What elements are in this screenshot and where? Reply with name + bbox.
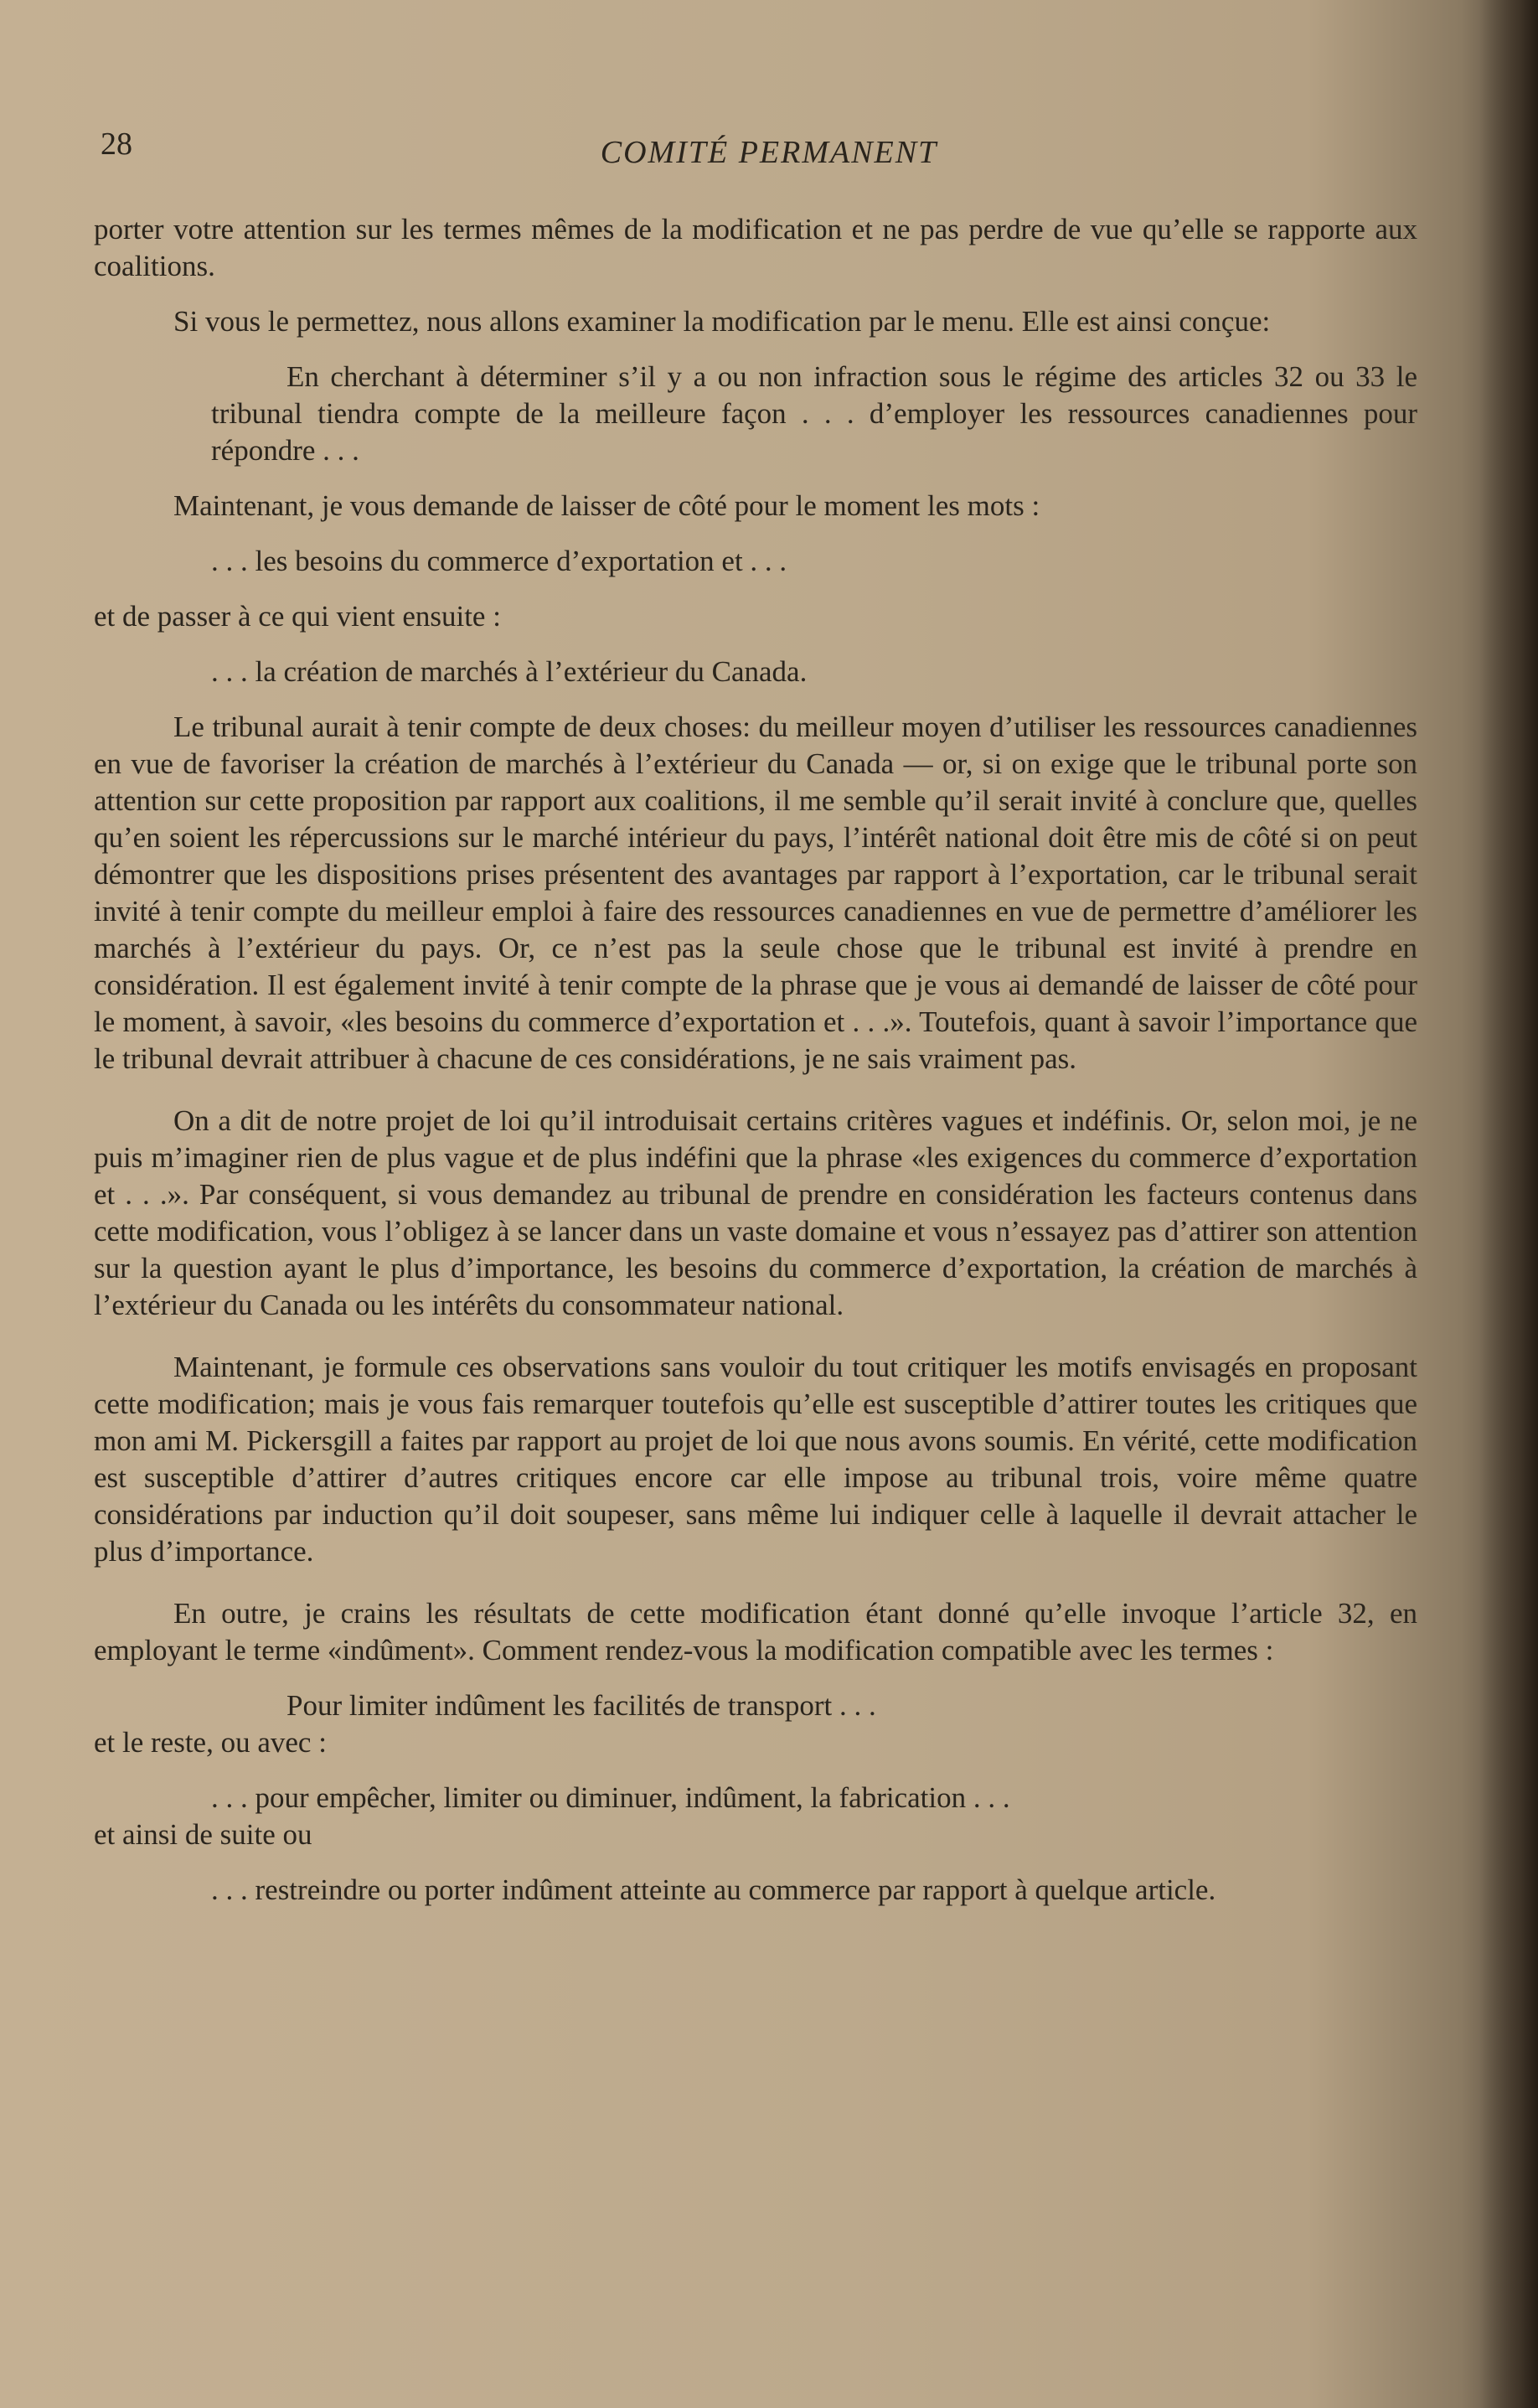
quote-5: . . . pour empêcher, limiter ou diminuer, indûment, la fabrication . . . (211, 1781, 1010, 1814)
paragraph-1: porter votre attention sur les termes mêmes de la modification et ne pas perdre de vue qu’elle se rapporte aux coalitions. (94, 213, 1417, 282)
paragraph-7: Maintenant, je formule ces observations sans vouloir du tout critiquer les motifs envisagés en proposant cette modification; mais je vous fais remarquer toutefois qu’elle est susceptible d’attirer toutes les critiques que mon ami M. Pickersgill a faites par rapport au projet de loi que nous avons soumis. En vérité, cette modification est susceptible d’attirer d’autres critiques encore car elle impose au tribunal trois, voire même quatre considérations par induction qu’il doit soupeser, sans même lui indiquer celle à laquelle il devrait attacher le plus d’importance. (94, 1351, 1417, 1568)
paragraph-10: et ainsi de suite ou (94, 1818, 312, 1851)
paragraph-4: et de passer à ce qui vient ensuite : (94, 600, 501, 633)
running-title: COMITÉ PERMANENT (600, 135, 938, 170)
quote-1: En cherchant à déterminer s’il y a ou non infraction sous le régime des articles 32 ou 33 le tribunal tiendra compte de la meilleure façon . . . d’employer les ressources canadiennes pour répondre . . . (211, 360, 1417, 467)
paragraph-2: Si vous le permettez, nous allons examiner la modification par le menu. Elle est ainsi conçue: (173, 305, 1271, 338)
paragraph-3: Maintenant, je vous demande de laisser de côté pour le moment les mots : (173, 489, 1040, 522)
paragraph-8: En outre, je crains les résultats de cette modification étant donné qu’elle invoque l’article 32, en employant le terme «indûment». Comment rendez-vous la modification compatible avec les termes : (94, 1597, 1417, 1666)
body-text (94, 211, 1417, 1909)
quote-4: Pour limiter indûment les facilités de transport . . . (286, 1689, 876, 1722)
page-number: 28 (101, 127, 132, 162)
quote-3: . . . la création de marchés à l’extérieur du Canada. (211, 655, 808, 688)
quote-6: . . . restreindre ou porter indûment atteinte au commerce par rapport à quelque article. (211, 1873, 1216, 1906)
paragraph-6: On a dit de notre projet de loi qu’il introduisait certains critères vagues et indéfinis. Or, selon moi, je ne puis m’imaginer rien de plus vague et de plus indéfini que la phrase «les exigences du commerce d’exportation et . . .». Par conséquent, si vous demandez au tribunal de prendre en considération les facteurs contenus dans cette modification, vous l’obligez à se lancer dans un vaste domaine et vous n’essayez pas d’attirer son attention sur la question ayant le plus d’importance, les besoins du commerce d’exportation, la création de marchés à l’extérieur du Canada ou les intérêts du consommateur national. (94, 1104, 1417, 1321)
paragraph-9: et le reste, ou avec : (94, 1726, 327, 1759)
quote-2: . . . les besoins du commerce d’exportation et . . . (211, 545, 787, 577)
paragraph-5: Le tribunal aurait à tenir compte de deux choses: du meilleur moyen d’utiliser les ressources canadiennes en vue de favoriser la création de marchés à l’extérieur du Canada — or, si on exige que le tribunal porte son attention sur cette proposition par rapport aux coalitions, il me semble qu’il serait invité à conclure que, quelles qu’en soient les répercussions sur le marché intérieur du pays, l’intérêt national doit être mis de côté si on peut démontrer que les dispositions prises présentent des avantages par rapport à l’exportation, car le tribunal serait invité à tenir compte du meilleur emploi à faire des ressources canadiennes en vue de permettre d’améliorer les marchés à l’extérieur du pays. Or, ce n’est pas la seule chose que le tribunal est invité à prendre en considération. Il est également invité à tenir compte de la phrase que je vous ai demandé de laisser de côté pour le moment, à savoir, «les besoins du commerce d’exportation et . . .». Toutefois, quant à savoir l’importance que le tribunal devrait attribuer à chacune de ces considérations, je ne sais vraiment pas. (94, 711, 1417, 1075)
